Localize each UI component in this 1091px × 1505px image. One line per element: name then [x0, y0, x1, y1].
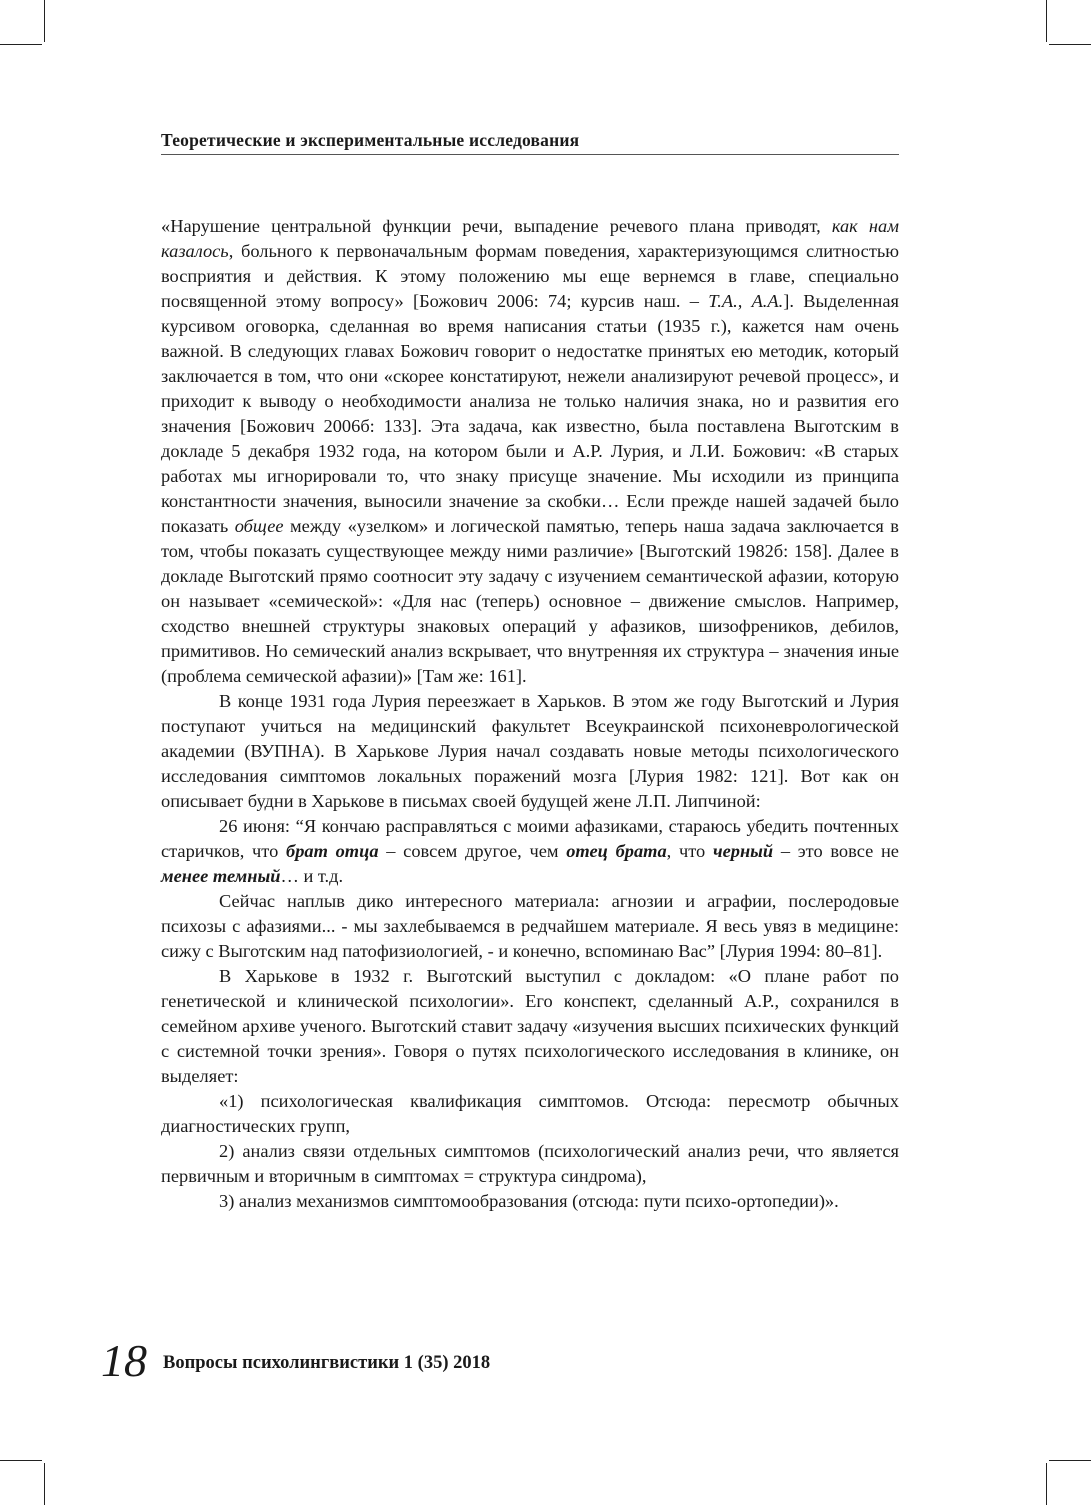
text-run: … и т.д.	[280, 866, 344, 886]
crop-mark	[1046, 0, 1047, 42]
paragraph	[161, 1189, 899, 1214]
crop-mark	[0, 44, 42, 45]
bold-italic-phrase: черный	[712, 841, 774, 861]
paragraph	[161, 1089, 899, 1139]
bold-italic-phrase: отец брата	[566, 841, 667, 861]
bold-italic-phrase: менее темный	[161, 866, 281, 886]
text-run: – это вовсе не	[773, 841, 899, 861]
crop-mark	[44, 1463, 45, 1505]
running-header: Теоретические и экспериментальные исследования	[161, 130, 899, 155]
italic-phrase: общее	[234, 516, 284, 536]
crop-mark	[44, 0, 45, 42]
text-run: 2) анализ связи отдельных симптомов (психологический анализ речи, что является первичным и вторичным в симптомах = структура синдрома),	[161, 1141, 899, 1186]
text-run: , больного к первоначальным формам поведения, характеризующимся слитностью восприятия и действия. К этому положению мы еще вернемся в главе, специально посвященной этому вопросу» [Божович 2006: 74; курсив наш. –	[161, 241, 899, 311]
text-run: В Харькове в 1932 г. Выготский выступил с докладом: «О плане работ по генетической и клинической психологии». Его конспект, сделанный А.Р., сохранился в семейном архиве ученого. Выготский ставит задачу «изучения высших психических функций с системной точки зрения». Говоря о путях психологического исследования в клинике, он выделяет:	[161, 966, 899, 1086]
paragraph	[161, 214, 899, 689]
italic-phrase: как нам казалось	[161, 216, 899, 261]
crop-mark	[1046, 1463, 1047, 1505]
crop-mark	[0, 1460, 42, 1461]
paragraph	[161, 814, 899, 889]
paragraph	[161, 1139, 899, 1189]
text-run: между «узелком» и логической памятью, теперь наша задача заключается в том, чтобы показать существующее между ними различие» [Выготский 1982б: 158]. Далее в докладе Выготский прямо соотносит эту задачу с изучением семантической афазии, которую он называет «семической»: «Для нас (теперь) основное – движение смыслов. Например, сходство внешней структуры знаковых операций у афазиков, шизофреников, дебилов, примитивов. Но семический анализ вскрывает, что внутренняя их структура – значения иные (проблема семической афазии)» [Там же: 161].	[161, 516, 899, 686]
text-run: , что	[666, 841, 713, 861]
italic-phrase: Т.А., А.А.	[708, 291, 784, 311]
text-run: 3) анализ механизмов симптомообразования (отсюда: пути психо-ортопедии)».	[219, 1191, 839, 1211]
paragraph	[161, 964, 899, 1089]
crop-mark	[1049, 1460, 1091, 1461]
bold-italic-phrase: брат отца	[286, 841, 379, 861]
text-run: – совсем другое, чем	[378, 841, 567, 861]
crop-mark	[1049, 44, 1091, 45]
text-run: «1) психологическая квалификация симптомов. Отсюда: пересмотр обычных диагностических групп,	[161, 1091, 899, 1136]
text-run: 26 июня: “Я кончаю расправляться с моими афазиками, стараюсь убедить почтенных старичков, что	[161, 816, 899, 861]
text-run: Сейчас наплыв дико интересного материала: агнозии и аграфии, послеродовые психозы с афазиями... - мы захлебываемся в редчайшем материале. Я весь увяз в медицине: сижу с Выготским над патофизиологией, - и конечно, вспоминаю Вас” [Лурия 1994: 80–81].	[161, 891, 899, 961]
text-run: «Нарушение центральной функции речи, выпадение речевого плана приводят,	[161, 216, 832, 236]
paragraph	[161, 889, 899, 964]
paragraph	[161, 689, 899, 814]
page-number: 18	[101, 1335, 147, 1386]
article-body	[161, 214, 899, 1214]
text-run: В конце 1931 года Лурия переезжает в Харьков. В этом же году Выготский и Лурия поступают учиться на медицинский факультет Всеукраинской психоневрологической академии (ВУПНА). В Харькове Лурия начал создавать новые методы психологического исследования симптомов локальных поражений мозга [Лурия 1982: 121]. Вот как он описывает будни в Харькове в письмах своей будущей жене Л.П. Липчиной:	[161, 691, 899, 811]
text-run: ]. Выделенная курсивом оговорка, сделанная во время написания статьи (1935 г.), кажется нам очень важной. В следующих главах Божович говорит о недостатке принятых ею методик, который заключается в том, что они «скорее констатируют, нежели анализируют речевой процесс», и приходит к выводу о необходимости анализа не только наличия знака, но и развития его значения [Божович 2006б: 133]. Эта задача, как известно, была поставлена Выготским в докладе 5 декабря 1932 года, на котором были и А.Р. Лурия, и Л.И. Божович: «В старых работах мы игнорировали то, что знаку присуще значение. Мы исходили из принципа константности значения, выносили значение за скобки… Если прежде нашей задачей было показать	[161, 291, 899, 536]
journal-title: Вопросы психолингвистики 1 (35) 2018	[163, 1353, 491, 1373]
